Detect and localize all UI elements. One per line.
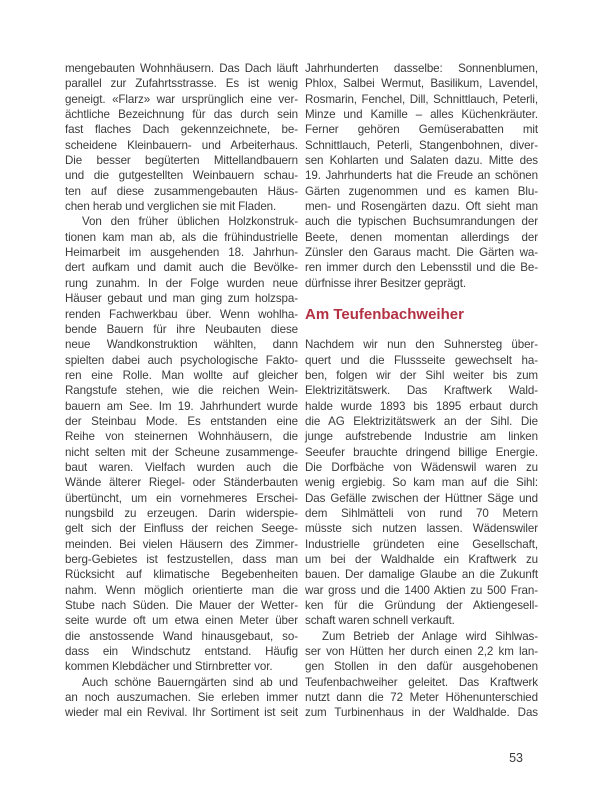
text-line: müsste sich nutzen lassen. Wädenswiler: [305, 522, 538, 536]
text-line: Zum Betrieb der Anlage wird Sihlwas-: [322, 629, 538, 643]
text-line: 19. Jahrhunderts hat die Freude an schönen: [305, 169, 538, 183]
text-line: scheidene Kleinbauern- und Arbeiterhaus.: [65, 138, 298, 152]
text-line: geneigt. «Flarz» war ursprünglich eine ver-: [65, 92, 298, 106]
text-line: fast flaches Dach gekennzeichnete, be-: [65, 123, 298, 137]
text-line: Phlox, Salbei Wermut, Basilikum, Lavendel,: [305, 77, 538, 91]
right-column: [305, 61, 538, 721]
text-line: nahm. Wenn möglich orientierte man die: [65, 583, 298, 597]
text-line: men- und Rosengärten dazu. Oft sieht man: [305, 200, 538, 214]
text-line: Rangstufe stehen, wie die reichen Wein-: [65, 384, 298, 398]
paragraph: [305, 629, 538, 721]
text-line: bende Bauern für ihre Neubauten diese: [65, 322, 298, 336]
text-line: Häuser gebaut und man ging zum holzspa-: [65, 292, 298, 306]
left-column: [65, 61, 298, 721]
text-line: Rücksicht auf klimatische Begebenheiten: [65, 568, 298, 582]
text-line: um bei der Waldhalde ein Kraftwerk zu: [305, 552, 538, 566]
paragraph: [305, 337, 538, 629]
paragraph: [305, 61, 538, 291]
paragraph: [65, 675, 298, 721]
text-line: dert aufkam und damit auch die Bevölke-: [65, 261, 298, 275]
text-line: junge aufstrebende Industrie am linken: [305, 430, 538, 444]
text-line: Teufenbachweiher geleitet. Das Kraftwerk: [305, 675, 538, 689]
text-line: Zünsler den Garaus macht. Die Gärten wa-: [305, 246, 538, 260]
text-line: renden Fachwerkbau über. Wenn wohlha-: [65, 307, 298, 321]
text-line: rung zunahm. In der Folge wurden neue: [65, 276, 298, 290]
text-line: schaft waren schnell verkauft.: [305, 614, 455, 628]
text-line: ser von Hütten her durch einen 2,2 km lan-: [305, 645, 538, 659]
text-line: bauern am See. Im 19. Jahrhundert wurde: [65, 399, 298, 413]
text-line: kommen Klebdächer und Stirnbretter vor.: [65, 660, 273, 674]
text-line: Reihe von steinernen Wohnhäusern, die: [65, 430, 298, 444]
text-line: Schnittlauch, Peterli, Stangenbohnen, diver-: [305, 138, 538, 152]
text-line: an noch auszumachen. Sie erleben immer: [65, 691, 298, 705]
text-line: Gärten zugenommen und es kamen Blu-: [305, 184, 538, 198]
text-line: ren eine Rolle. Man wollte auf gleicher: [65, 368, 298, 382]
text-line: gelt sich der Einfluss der reichen Seege-: [65, 522, 298, 536]
text-columns: [65, 61, 538, 721]
text-line: Auch schöne Bauerngärten sind ab und: [82, 675, 298, 689]
text-line: Von den früher üblichen Holzkonstruk-: [82, 215, 298, 229]
text-line: meinden. Bei vielen Häusern des Zimmer-: [65, 537, 298, 551]
paragraph: [65, 214, 298, 674]
text-line: quert und die Flussseite gewechselt ha-: [305, 353, 538, 367]
page-number: 53: [509, 751, 523, 765]
text-line: baut waren. Vielfach wurden auch die: [65, 460, 298, 474]
text-line: Nachdem wir nun den Suhnersteg über-: [305, 338, 538, 352]
text-line: auch die typischen Buchsumrandungen der: [305, 215, 538, 229]
section-heading: Am Teufenbachweiher: [305, 306, 464, 324]
text-line: dass ein Windschutz entstand. Häufig: [65, 645, 298, 659]
text-line: Die besser begüterten Mittellandbauern: [65, 154, 298, 168]
text-line: übertüncht, um ein vornehmeres Erschei-: [65, 491, 298, 505]
text-line: dürfnisse ihrer Besitzer geprägt.: [305, 276, 467, 290]
text-line: halde wurde 1893 bis 1895 erbaut durch: [305, 399, 538, 413]
text-line: ächtliche Bezeichnung für das durch sein: [65, 108, 298, 122]
text-line: Elektrizitätswerk. Das Kraftwerk Wald-: [305, 384, 538, 398]
text-line: die anstossende Wand hinausgebaut, so-: [65, 629, 298, 643]
text-line: wenig ergiebig. So kam man auf die Sihl:: [305, 476, 538, 490]
text-line: Seeufer brauchte dringend billige Energie.: [305, 445, 538, 459]
text-line: ren immer durch den Lebensstil und die Be-: [305, 261, 538, 275]
text-line: Rosmarin, Fenchel, Dill, Schnittlauch, Peterli,: [305, 92, 538, 106]
text-line: sen Kohlarten und Salaten dazu. Mitte des: [305, 154, 538, 168]
text-line: spielten dabei auch psychologische Fakto-: [65, 353, 298, 367]
text-line: Minze und Kamille – alles Küchenkräuter.: [305, 108, 538, 122]
text-line: ten auf diese zusammengebauten Häus-: [65, 184, 298, 198]
text-line: tionen kam man ab, als die frühindustrielle: [65, 230, 298, 244]
text-line: neue Wandkonstruktion wählten, dann: [65, 338, 298, 352]
text-line: Das Gefälle zwischen der Hüttner Säge und: [305, 491, 538, 505]
text-line: Heimarbeit im ausgehenden 18. Jahrhun-: [65, 246, 298, 260]
text-line: wieder mal ein Revival. Ihr Sortiment ist seit: [65, 706, 298, 720]
text-line: Stube nach Süden. Die Mauer der Wetter-: [65, 599, 298, 613]
text-line: Industrielle gründeten eine Gesellschaft,: [305, 537, 538, 551]
text-line: Die Dorfbäche von Wädenswil waren zu: [305, 460, 538, 474]
text-line: dem Sihlmätteli von rund 70 Metern: [305, 506, 538, 520]
text-line: Ferner gehören Gemüserabatten mit: [305, 123, 538, 137]
text-line: mengebauten Wohnhäusern. Das Dach läuft: [65, 62, 298, 75]
text-line: berg-Gebietes ist festzustellen, dass man: [65, 553, 298, 566]
text-line: gen Stollen in den dafür ausgehobenen: [305, 660, 538, 674]
text-line: ben, folgen wir der Sihl weiter bis zum: [305, 368, 538, 382]
text-line: chen herab und verglichen sie mit Fladen.: [65, 200, 277, 214]
text-line: ken für die Gründung der Aktiengesell-: [305, 599, 538, 612]
text-line: bauen. Der damalige Glaube an die Zukunft: [305, 568, 538, 582]
paragraph: [65, 61, 298, 214]
text-line: nicht selten mit der Scheune zusammenge-: [65, 445, 298, 459]
text-line: der Steinbau Mode. Es entstanden eine: [65, 414, 298, 428]
text-line: nutzt dann die 72 Meter Höhenunterschied: [305, 691, 538, 705]
text-line: parallel zur Zufahrtsstrasse. Es ist wenig: [65, 77, 298, 91]
text-line: Wände älterer Riegel- oder Ständerbauten: [65, 476, 298, 490]
text-line: seite wurde oft um etwa einen Meter über: [65, 614, 298, 628]
text-line: zum Turbinenhaus in der Waldhalde. Das: [305, 706, 538, 720]
text-line: Beete, denen momentan allerdings der: [305, 230, 538, 244]
text-line: war gross und die 1400 Aktien zu 500 Fran-: [305, 583, 538, 597]
text-line: nungsbild zu erzeugen. Darin widerspie-: [65, 506, 298, 520]
text-line: Jahrhunderten dasselbe: Sonnenblumen,: [305, 62, 538, 75]
text-line: die AG Elektrizitätswerk an der Sihl. Die: [305, 414, 538, 428]
text-line: und die gutgestellten Weinbauern schau-: [65, 169, 298, 183]
